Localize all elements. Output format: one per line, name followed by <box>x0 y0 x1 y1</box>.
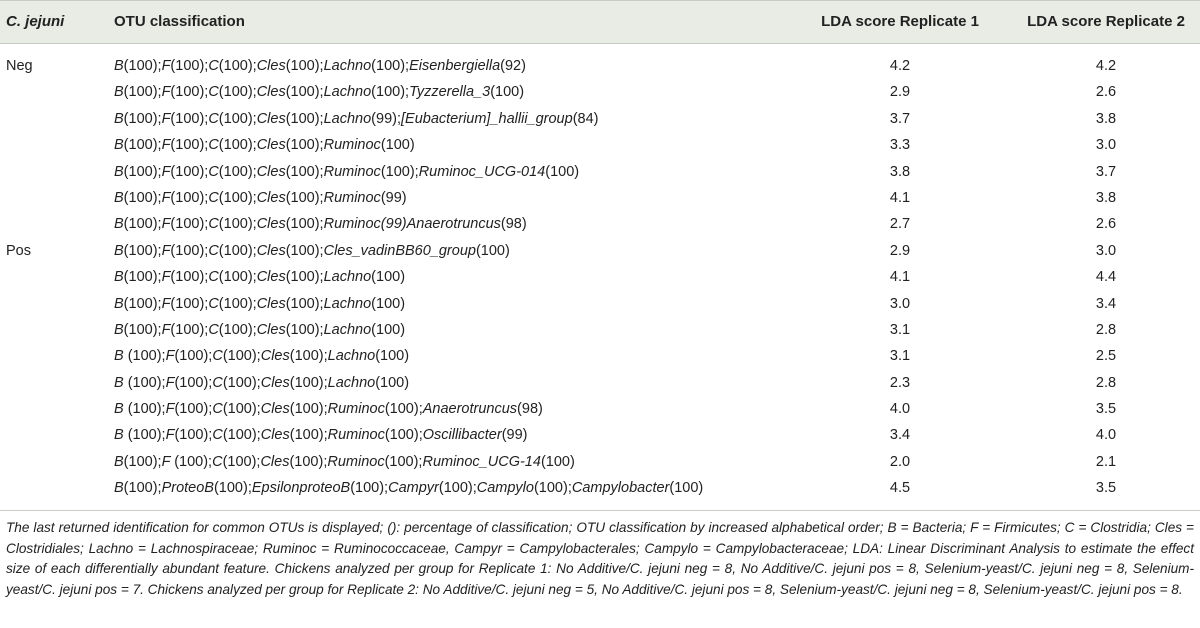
cell-otu-classification <box>114 159 579 185</box>
otu-segment: Campylobacter <box>571 480 670 497</box>
otu-segment: Ruminoc <box>323 137 381 154</box>
cell-otu-classification <box>114 106 598 132</box>
otu-segment: F <box>165 401 175 418</box>
otu-segment: (100); <box>384 401 423 418</box>
cell-lda-replicate-1: 2.3 <box>889 374 911 391</box>
table-row <box>0 449 1200 475</box>
otu-segment: Cles <box>260 401 290 418</box>
otu-segment: B <box>114 348 128 365</box>
table-row <box>0 106 1200 132</box>
otu-segment: ProteoB <box>161 480 214 497</box>
cell-otu-classification <box>114 291 405 317</box>
cell-lda-replicate-1: 3.4 <box>889 427 911 444</box>
otu-segment: F <box>165 374 175 391</box>
otu-segment: [Eubacterium]_hallii_group <box>401 110 573 127</box>
otu-segment: (84) <box>572 110 599 127</box>
table-row <box>0 53 1200 79</box>
otu-segment: F <box>161 453 175 470</box>
otu-segment: Anaerotruncus <box>422 401 518 418</box>
otu-segment: C <box>208 137 219 154</box>
otu-segment: C <box>212 374 223 391</box>
cell-lda-replicate-2: 3.5 <box>1095 401 1117 418</box>
table-row <box>0 132 1200 158</box>
cell-otu-classification <box>114 132 415 158</box>
otu-segment: (100); <box>285 242 324 259</box>
otu-segment: B <box>114 110 124 127</box>
table-row <box>0 475 1200 501</box>
otu-segment: (100); <box>123 137 162 154</box>
otu-segment: Lachno <box>323 58 372 74</box>
table-row <box>0 211 1200 237</box>
otu-segment: Ruminoc <box>323 163 381 180</box>
otu-segment: (100); <box>123 58 162 74</box>
otu-segment: (100); <box>222 401 261 418</box>
cell-otu-classification <box>114 79 524 105</box>
cell-lda-replicate-2: 2.5 <box>1095 348 1117 365</box>
table-row <box>0 317 1200 343</box>
otu-segment: (100); <box>127 374 166 391</box>
otu-segment: (100); <box>170 269 209 286</box>
otu-segment: B <box>114 453 124 470</box>
cell-lda-replicate-1: 2.7 <box>889 216 911 233</box>
otu-segment: (100) <box>380 137 415 154</box>
cell-lda-replicate-1: 3.0 <box>889 295 911 312</box>
table-row <box>0 291 1200 317</box>
cell-c-jejuni-group: Pos <box>6 242 31 259</box>
otu-segment: (100); <box>289 427 328 444</box>
otu-segment: C <box>208 189 219 206</box>
table-row <box>0 238 1200 264</box>
otu-segment: (100); <box>127 427 166 444</box>
otu-segment: (100); <box>174 374 213 391</box>
otu-segment: (100); <box>123 242 162 259</box>
table-row <box>0 370 1200 396</box>
otu-segment: Tyzzerella_3 <box>409 84 491 101</box>
otu-segment: C <box>208 110 219 127</box>
otu-segment: (100); <box>170 110 209 127</box>
cell-otu-classification <box>114 317 405 343</box>
otu-segment: (100); <box>222 453 261 470</box>
cell-otu-classification <box>114 211 527 237</box>
otu-segment: (100); <box>123 84 162 101</box>
otu-segment: (100); <box>533 480 572 497</box>
cell-lda-replicate-2: 3.0 <box>1095 137 1117 154</box>
otu-segment: (100) <box>490 84 525 101</box>
cell-lda-replicate-1: 4.0 <box>889 401 911 418</box>
otu-segment: Lachno <box>323 110 372 127</box>
otu-segment: F <box>161 295 171 312</box>
otu-segment: C <box>208 269 219 286</box>
cell-lda-replicate-1: 4.2 <box>889 58 911 74</box>
otu-segment: (100); <box>170 189 209 206</box>
cell-lda-replicate-1: 2.9 <box>889 84 911 101</box>
otu-segment: EpsilonproteoB <box>251 480 351 497</box>
otu-segment: (100); <box>170 84 209 101</box>
otu-segment: Ruminoc_UCG-14 <box>422 453 541 470</box>
otu-segment: (100); <box>384 453 423 470</box>
otu-segment: (99); <box>371 110 401 127</box>
table-footnote: The last returned identification for common OTUs is displayed; (): percentage of classification; OTU classification by increased alphabetical order; B = Bacteria; F = Firmicutes; C = Clostridia; Cles = Clostridiales; Lachno = Lachnospiraceae; Ruminoc = Ruminococcaceae, Campyr = Campylobacterales; Campylo = Campylobacteraceae; LDA: Linear Discriminant Analysis to estimate the effect size of each differentially abundant feature. Chickens analyzed per group for Replicate 1: No Additive/C. jejuni neg = 8, No Additive/C. jejuni pos = 8, Selenium-yeast/C. jejuni neg = 8, Selenium-yeast/C. jejuni pos = 7. Chickens analyzed per group for Replicate 2: No Additive/C. jejuni neg = 5, No Additive/C. jejuni pos = 8, Selenium-yeast/C. jejuni neg = 8, Selenium-yeast/C. jejuni pos = 8. <box>6 520 1194 597</box>
cell-otu-classification <box>114 185 407 211</box>
otu-segment: (98) <box>500 216 527 233</box>
otu-segment: (100) <box>669 480 704 497</box>
otu-segment: C <box>212 401 223 418</box>
otu-segment: Lachno <box>327 348 376 365</box>
otu-segment: (100); <box>174 401 213 418</box>
otu-segment: (100) <box>540 453 575 470</box>
otu-segment: Cles <box>256 295 286 312</box>
otu-segment: (100); <box>218 269 257 286</box>
otu-segment: (100); <box>285 269 324 286</box>
otu-segment: C <box>212 348 223 365</box>
otu-segment: (100); <box>289 348 328 365</box>
otu-segment: (100); <box>170 321 209 338</box>
otu-segment: F <box>161 58 171 74</box>
otu-segment: B <box>114 269 124 286</box>
otu-segment: (100) <box>371 269 406 286</box>
header-c-jejuni: C. jejuni <box>6 13 65 30</box>
otu-segment: Cles <box>260 427 290 444</box>
otu-segment: F <box>161 189 171 206</box>
otu-segment: B <box>114 189 124 206</box>
otu-segment: (100); <box>218 58 257 74</box>
cell-lda-replicate-2: 4.0 <box>1095 427 1117 444</box>
table-row <box>0 79 1200 105</box>
otu-segment: B <box>114 401 128 418</box>
cell-lda-replicate-1: 3.1 <box>889 348 911 365</box>
otu-segment: (100); <box>170 137 209 154</box>
otu-segment: (100); <box>170 216 209 233</box>
table-body <box>0 53 1200 502</box>
otu-segment: C <box>208 242 219 259</box>
cell-otu-classification <box>114 264 405 290</box>
otu-segment: Cles <box>256 137 286 154</box>
table-row <box>0 343 1200 369</box>
otu-segment: B <box>114 137 124 154</box>
otu-segment: Cles <box>256 269 286 286</box>
otu-segment: Lachno <box>323 269 372 286</box>
otu-segment: C <box>208 295 219 312</box>
otu-segment: C <box>208 58 219 74</box>
otu-segment: (100) <box>475 242 510 259</box>
otu-segment: (100) <box>371 295 406 312</box>
otu-segment: (100); <box>218 321 257 338</box>
otu-segment: (100) <box>545 163 580 180</box>
cell-lda-replicate-1: 2.9 <box>889 242 911 259</box>
otu-segment: (100); <box>123 453 162 470</box>
cell-lda-replicate-1: 4.1 <box>889 269 911 286</box>
otu-segment: (100); <box>213 480 252 497</box>
otu-segment: Cles <box>256 110 286 127</box>
cell-otu-classification <box>114 53 526 79</box>
otu-segment: (100); <box>170 163 209 180</box>
otu-segment: (100); <box>285 321 324 338</box>
cell-otu-classification <box>114 370 409 396</box>
otu-segment: (100); <box>174 348 213 365</box>
otu-segment: (100); <box>218 189 257 206</box>
otu-segment: Cles <box>256 84 286 101</box>
otu-segment: F <box>161 242 171 259</box>
otu-segment: Cles <box>260 453 290 470</box>
otu-segment: F <box>161 84 171 101</box>
otu-segment: Cles <box>256 216 286 233</box>
otu-segment: (99) <box>501 427 528 444</box>
otu-segment: (100); <box>350 480 389 497</box>
otu-segment: Lachno <box>323 321 372 338</box>
otu-segment: (100); <box>123 295 162 312</box>
otu-segment: (92) <box>500 58 526 74</box>
otu-segment: Cles <box>260 374 290 391</box>
otu-segment: B <box>114 163 124 180</box>
otu-segment: (100); <box>218 216 257 233</box>
otu-segment: Lachno <box>327 374 376 391</box>
otu-segment: B <box>114 295 124 312</box>
otu-segment: (100); <box>218 163 257 180</box>
cell-lda-replicate-2: 4.4 <box>1095 269 1117 286</box>
otu-segment: (100); <box>123 110 162 127</box>
otu-segment: F <box>161 216 171 233</box>
table-bottom-rule <box>0 510 1200 511</box>
otu-segment: (100); <box>222 374 261 391</box>
otu-segment: F <box>165 427 175 444</box>
otu-segment: (100); <box>371 84 410 101</box>
otu-segment: (100); <box>123 163 162 180</box>
otu-segment: (100); <box>438 480 477 497</box>
cell-lda-replicate-1: 3.8 <box>889 163 911 180</box>
cell-lda-replicate-1: 4.1 <box>889 189 911 206</box>
otu-segment: Ruminoc <box>327 401 385 418</box>
otu-segment: (100); <box>123 216 162 233</box>
otu-segment: Cles <box>260 348 290 365</box>
otu-segment: Cles_vadinBB60_group <box>323 242 476 259</box>
cell-lda-replicate-2: 3.0 <box>1095 242 1117 259</box>
header-otu-classification: OTU classification <box>114 13 245 30</box>
otu-segment: Cles <box>256 189 286 206</box>
cell-lda-replicate-2: 3.8 <box>1095 189 1117 206</box>
cell-lda-replicate-2: 3.7 <box>1095 163 1117 180</box>
otu-segment: B <box>114 321 124 338</box>
otu-segment: (100) <box>375 348 410 365</box>
otu-segment: (100); <box>285 295 324 312</box>
otu-segment: C <box>208 321 219 338</box>
otu-segment: (100); <box>170 242 209 259</box>
otu-segment: C <box>212 427 223 444</box>
otu-segment: (100); <box>170 295 209 312</box>
cell-lda-replicate-2: 3.4 <box>1095 295 1117 312</box>
otu-segment: (100); <box>384 427 423 444</box>
cell-lda-replicate-2: 2.8 <box>1095 374 1117 391</box>
otu-segment: Ruminoc <box>323 189 381 206</box>
otu-segment: Ruminoc(99)Anaerotruncus <box>323 216 501 233</box>
cell-lda-replicate-1: 3.3 <box>889 137 911 154</box>
otu-segment: B <box>114 242 124 259</box>
table-row <box>0 185 1200 211</box>
otu-segment: (100); <box>289 453 328 470</box>
otu-segment: F <box>161 269 171 286</box>
otu-segment: (100); <box>285 137 324 154</box>
cell-lda-replicate-1: 3.7 <box>889 110 911 127</box>
otu-segment: (100); <box>123 480 162 497</box>
otu-segment: C <box>208 163 219 180</box>
otu-segment: (100); <box>371 58 410 74</box>
table-row <box>0 264 1200 290</box>
header-lda-replicate-2: LDA score Replicate 2 <box>1027 13 1185 30</box>
otu-segment: (100); <box>170 58 209 74</box>
otu-segment: (100) <box>375 374 410 391</box>
cell-lda-replicate-1: 2.0 <box>889 453 911 470</box>
otu-segment: F <box>161 137 171 154</box>
otu-segment: C <box>208 84 219 101</box>
otu-segment: B <box>114 427 128 444</box>
otu-segment: F <box>161 321 171 338</box>
otu-segment: (100); <box>285 163 324 180</box>
otu-segment: (100); <box>285 58 324 74</box>
otu-segment: B <box>114 84 124 101</box>
otu-segment: F <box>161 163 171 180</box>
cell-otu-classification <box>114 422 528 448</box>
cell-otu-classification <box>114 475 703 501</box>
otu-segment: F <box>165 348 175 365</box>
otu-segment: B <box>114 216 124 233</box>
cell-c-jejuni-group: Neg <box>6 58 33 74</box>
otu-segment: (100); <box>289 401 328 418</box>
cell-lda-replicate-1: 4.5 <box>889 480 911 497</box>
otu-segment: C <box>212 453 223 470</box>
otu-segment: (100); <box>123 189 162 206</box>
otu-segment: (99) <box>380 189 407 206</box>
otu-segment: C <box>208 216 219 233</box>
otu-segment: (100); <box>123 269 162 286</box>
otu-segment: Cles <box>256 321 286 338</box>
table-row <box>0 159 1200 185</box>
cell-otu-classification <box>114 449 575 475</box>
otu-segment: (98) <box>517 401 543 418</box>
otu-segment: (100); <box>285 84 324 101</box>
cell-lda-replicate-2: 2.6 <box>1095 84 1117 101</box>
table-row <box>0 422 1200 448</box>
otu-segment: (100); <box>123 321 162 338</box>
cell-lda-replicate-2: 2.1 <box>1095 453 1117 470</box>
cell-otu-classification <box>114 396 543 422</box>
cell-otu-classification <box>114 343 409 369</box>
otu-segment: Oscillibacter <box>422 427 502 444</box>
otu-segment: (100); <box>174 453 213 470</box>
otu-segment: B <box>114 58 124 74</box>
otu-segment: (100); <box>380 163 419 180</box>
cell-lda-replicate-2: 4.2 <box>1095 58 1117 74</box>
otu-segment: (100); <box>285 189 324 206</box>
table-row <box>0 396 1200 422</box>
otu-segment: B <box>114 374 128 391</box>
cell-lda-replicate-2: 2.8 <box>1095 321 1117 338</box>
otu-segment: (100); <box>222 348 261 365</box>
otu-segment: (100); <box>127 348 166 365</box>
otu-segment: (100); <box>218 295 257 312</box>
otu-segment: Lachno <box>323 295 372 312</box>
otu-segment: (100); <box>174 427 213 444</box>
otu-segment: (100); <box>218 242 257 259</box>
otu-segment: (100); <box>127 401 166 418</box>
cell-lda-replicate-2: 3.5 <box>1095 480 1117 497</box>
otu-segment: Lachno <box>323 84 372 101</box>
cell-lda-replicate-2: 3.8 <box>1095 110 1117 127</box>
otu-segment: Ruminoc <box>327 427 385 444</box>
otu-segment: Cles <box>256 58 286 74</box>
otu-segment: Campylo <box>476 480 534 497</box>
otu-segment: (100); <box>285 110 324 127</box>
otu-segment: Ruminoc <box>327 453 385 470</box>
otu-segment: (100) <box>371 321 406 338</box>
otu-segment: (100); <box>289 374 328 391</box>
otu-segment: (100); <box>218 137 257 154</box>
otu-segment: B <box>114 480 124 497</box>
otu-segment: Cles <box>256 163 286 180</box>
otu-segment: (100); <box>222 427 261 444</box>
otu-segment: Ruminoc_UCG-014 <box>418 163 546 180</box>
cell-lda-replicate-1: 3.1 <box>889 321 911 338</box>
otu-segment: (100); <box>285 216 324 233</box>
otu-segment: F <box>161 110 171 127</box>
otu-segment: (100); <box>218 84 257 101</box>
otu-segment: (100); <box>218 110 257 127</box>
table-header <box>0 0 1200 44</box>
otu-segment: Cles <box>256 242 286 259</box>
otu-segment: Campyr <box>388 480 439 497</box>
header-lda-replicate-1: LDA score Replicate 1 <box>821 13 979 30</box>
cell-lda-replicate-2: 2.6 <box>1095 216 1117 233</box>
otu-segment: Eisenbergiella <box>409 58 501 74</box>
cell-otu-classification <box>114 238 510 264</box>
